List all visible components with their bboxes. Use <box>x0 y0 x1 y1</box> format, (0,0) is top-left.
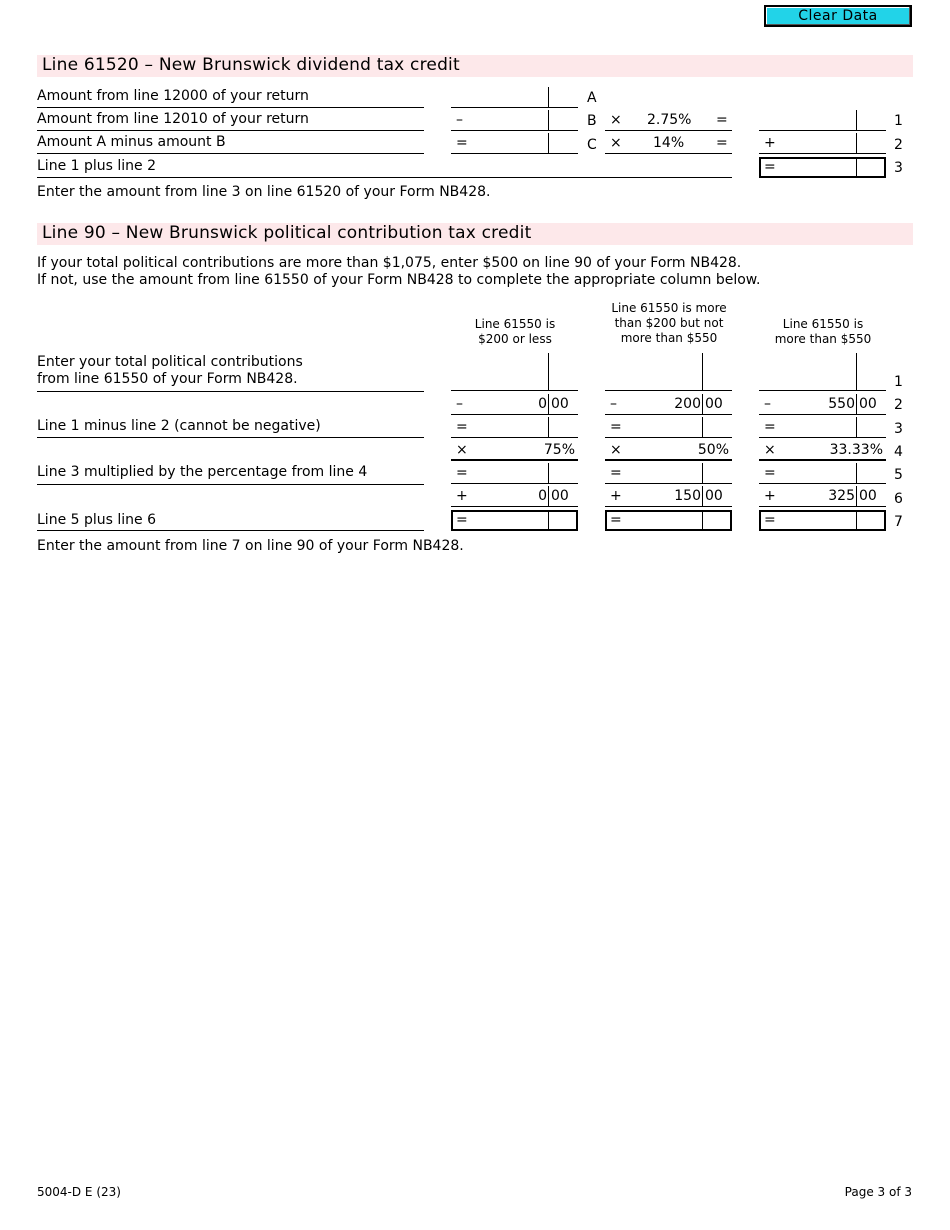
col3-line-5-dollars-input[interactable] <box>777 464 853 481</box>
letter-a: A <box>587 90 597 106</box>
col1-line-5-dollars-input[interactable] <box>469 464 545 481</box>
political-row-3-rule <box>37 437 424 438</box>
cents-divider <box>548 133 549 153</box>
col2-line-7-dollars-input[interactable] <box>625 513 701 530</box>
col3-line-7-total-field[interactable] <box>759 510 886 531</box>
cents-divider <box>856 512 857 529</box>
line-number: 4 <box>894 444 903 460</box>
cents-divider <box>702 463 703 483</box>
col3-line-5-field[interactable] <box>759 463 886 484</box>
equals-operator: = <box>610 419 622 435</box>
line-12010-amount-field[interactable] <box>451 110 578 131</box>
col3-line-4-rate <box>759 440 886 461</box>
col2-line-5-field[interactable] <box>605 463 732 484</box>
row-b-label: Amount from line 12010 of your return <box>37 111 309 127</box>
times-operator: × <box>764 442 776 458</box>
column-header-line: more than $550 <box>620 331 718 345</box>
cents-divider <box>856 133 857 153</box>
times-operator: × <box>456 442 468 458</box>
rate-c-value: 14% <box>653 135 685 151</box>
col1-line-5-field[interactable] <box>451 463 578 484</box>
col2-line-6-value: 150 <box>674 488 701 504</box>
equals-operator: = <box>456 465 468 481</box>
col3-line-2-field <box>759 394 886 415</box>
equals-operator: = <box>716 135 728 151</box>
col3-line-2-value: 550 <box>828 396 855 412</box>
political-row-1-rule <box>37 391 424 392</box>
letter-c: C <box>587 137 597 153</box>
dividend-line-1-dollars-input[interactable] <box>777 111 853 128</box>
col3-line-4-value: 33.33% <box>829 442 883 458</box>
col3-line-6-value: 325 <box>828 488 855 504</box>
political-row-7-label: Line 5 plus line 6 <box>37 512 156 528</box>
dividend-line-3-cents-input[interactable] <box>861 160 883 177</box>
col1-line-6-field <box>451 486 578 507</box>
cents-divider <box>702 486 703 506</box>
col1-line-7-total-field[interactable] <box>451 510 578 531</box>
rate-c-box <box>605 133 732 154</box>
times-operator: × <box>610 135 622 151</box>
minus-operator: – <box>456 112 463 128</box>
column-header-line: $200 or less <box>478 332 552 346</box>
cents-divider <box>856 110 857 130</box>
section-heading-political: Line 90 – New Brunswick political contribution tax credit <box>37 223 913 245</box>
col2-line-6-cents: 00 <box>705 488 723 504</box>
dividend-note: Enter the amount from line 3 on line 61520 of your Form NB428. <box>37 184 491 200</box>
cents-divider <box>548 394 549 414</box>
col1-line-2-field <box>451 394 578 415</box>
row-3-label: Line 1 plus line 2 <box>37 158 156 174</box>
clear-data-button[interactable]: Clear Data <box>764 5 912 27</box>
political-row-1-label-line-1: Enter your total political contributions <box>37 354 303 370</box>
rate-b-value: 2.75% <box>647 112 692 128</box>
times-operator: × <box>610 442 622 458</box>
cents-divider <box>856 417 857 437</box>
cents-divider <box>702 417 703 437</box>
col2-line-2-value: 200 <box>674 396 701 412</box>
dividend-line-1-cents-input[interactable] <box>859 111 881 128</box>
equals-operator: = <box>764 512 776 528</box>
line-number: 1 <box>894 113 903 129</box>
line-12000-amount-field[interactable] <box>451 87 578 108</box>
col3-line-1-dollars-input[interactable] <box>777 371 853 388</box>
col2-line-2-field <box>605 394 732 415</box>
political-row-5-label: Line 3 multiplied by the percentage from line 4 <box>37 464 368 480</box>
col1-line-6-cents: 00 <box>551 488 569 504</box>
col1-line-3-dollars-input[interactable] <box>469 418 545 435</box>
col3-line-3-dollars-input[interactable] <box>777 418 853 435</box>
col3-line-3-cents-input[interactable] <box>859 418 881 435</box>
dividend-line-2-dollars-input[interactable] <box>777 134 853 151</box>
dividend-line-3-total-field[interactable] <box>759 157 886 178</box>
line-number: 3 <box>894 160 903 176</box>
col2-line-2-cents: 00 <box>705 396 723 412</box>
col2-line-1-cents-input[interactable] <box>705 371 727 388</box>
amount-c-dollars-input[interactable] <box>469 134 545 151</box>
minus-operator: – <box>610 396 617 412</box>
political-row-3-label: Line 1 minus line 2 (cannot be negative) <box>37 418 321 434</box>
column-header-2 <box>605 301 733 346</box>
equals-operator: = <box>764 159 776 175</box>
row-a-label: Amount from line 12000 of your return <box>37 88 309 104</box>
political-intro-line-1: If your total political contributions are more than $1,075, enter $500 on line 90 of your Form NB428. <box>37 255 742 271</box>
cents-divider <box>856 463 857 483</box>
cents-divider <box>548 110 549 130</box>
amount-c-field[interactable] <box>451 133 578 154</box>
row-b-rule <box>37 130 424 131</box>
column-header-1 <box>451 317 579 347</box>
equals-operator: = <box>764 419 776 435</box>
minus-operator: – <box>764 396 771 412</box>
col2-line-4-rate <box>605 440 732 461</box>
col3-line-5-cents-input[interactable] <box>859 464 881 481</box>
minus-operator: – <box>456 396 463 412</box>
col1-line-3-cents-input[interactable] <box>551 418 573 435</box>
col2-line-3-field[interactable] <box>605 417 732 438</box>
col1-line-1-field[interactable] <box>451 353 578 391</box>
line-number: 3 <box>894 421 903 437</box>
col3-line-3-field[interactable] <box>759 417 886 438</box>
col1-line-7-dollars-input[interactable] <box>471 513 547 530</box>
cents-divider <box>548 512 549 529</box>
political-note: Enter the amount from line 7 on line 90 of your Form NB428. <box>37 538 464 554</box>
line-number: 1 <box>894 374 903 390</box>
col2-line-5-cents-input[interactable] <box>705 464 727 481</box>
cents-divider <box>548 87 549 107</box>
plus-operator: + <box>764 135 776 151</box>
page-number: Page 3 of 3 <box>844 1185 912 1199</box>
political-row-1-label-line-2: from line 61550 of your Form NB428. <box>37 371 298 387</box>
rate-b-box <box>605 110 732 131</box>
plus-operator: + <box>456 488 468 504</box>
times-operator: × <box>610 112 622 128</box>
cents-divider <box>548 486 549 506</box>
col1-line-1-cents-input[interactable] <box>551 371 573 388</box>
col1-line-4-value: 75% <box>543 442 575 458</box>
col3-line-7-cents-input[interactable] <box>861 513 883 530</box>
col2-line-1-dollars-input[interactable] <box>623 371 699 388</box>
cents-divider <box>856 394 857 414</box>
column-header-line: Line 61550 is <box>474 317 556 331</box>
line-number: 2 <box>894 137 903 153</box>
col2-line-6-field <box>605 486 732 507</box>
cents-divider <box>702 512 703 529</box>
cents-divider <box>548 417 549 437</box>
line-number: 2 <box>894 397 903 413</box>
col1-line-5-cents-input[interactable] <box>551 464 573 481</box>
equals-operator: = <box>764 465 776 481</box>
form-code: 5004-D E (23) <box>37 1185 121 1199</box>
dividend-line-1-field[interactable] <box>759 110 886 131</box>
col3-line-1-field[interactable] <box>759 353 886 391</box>
amount-c-cents-input[interactable] <box>551 134 573 151</box>
column-header-line: than $200 but not <box>614 316 724 330</box>
plus-operator: + <box>610 488 622 504</box>
col3-line-6-cents: 00 <box>859 488 877 504</box>
dividend-line-2-cents-input[interactable] <box>859 134 881 151</box>
column-header-3 <box>759 317 887 347</box>
political-intro-line-2: If not, use the amount from line 61550 of your Form NB428 to complete the appropriate column below. <box>37 272 761 288</box>
dividend-line-3-dollars-input[interactable] <box>779 160 855 177</box>
col1-line-2-value: 0 <box>538 396 547 412</box>
col3-line-2-cents: 00 <box>859 396 877 412</box>
col1-line-7-cents-input[interactable] <box>553 513 575 530</box>
column-header-line: Line 61550 is <box>782 317 864 331</box>
line-number: 6 <box>894 491 903 507</box>
equals-operator: = <box>610 465 622 481</box>
equals-operator: = <box>610 512 622 528</box>
equals-operator: = <box>456 135 468 151</box>
col1-line-3-field[interactable] <box>451 417 578 438</box>
col1-line-6-value: 0 <box>538 488 547 504</box>
col2-line-3-cents-input[interactable] <box>705 418 727 435</box>
col2-line-5-dollars-input[interactable] <box>623 464 699 481</box>
col2-line-3-dollars-input[interactable] <box>623 418 699 435</box>
line-12010-cents-input[interactable] <box>551 111 573 128</box>
cents-divider <box>548 353 549 390</box>
col1-line-1-dollars-input[interactable] <box>469 371 545 388</box>
col3-line-6-field <box>759 486 886 507</box>
column-header-line: more than $550 <box>774 332 872 346</box>
equals-operator: = <box>456 512 468 528</box>
cents-divider <box>856 159 857 176</box>
col1-line-2-cents: 00 <box>551 396 569 412</box>
section-heading-dividend: Line 61520 – New Brunswick dividend tax credit <box>37 55 913 77</box>
cents-divider <box>856 353 857 390</box>
political-row-7-rule <box>37 530 424 531</box>
line-number: 5 <box>894 467 903 483</box>
line-12000-cents-input[interactable] <box>551 88 573 105</box>
col2-line-4-value: 50% <box>697 442 729 458</box>
row-a-rule <box>37 107 424 108</box>
dividend-line-2-field[interactable] <box>759 133 886 154</box>
plus-operator: + <box>764 488 776 504</box>
col2-line-1-field[interactable] <box>605 353 732 391</box>
row-c-rule <box>37 153 424 154</box>
line-number: 7 <box>894 514 903 530</box>
cents-divider <box>702 353 703 390</box>
equals-operator: = <box>716 112 728 128</box>
line-12010-dollars-input[interactable] <box>469 111 545 128</box>
row-c-label: Amount A minus amount B <box>37 134 226 150</box>
col3-line-1-cents-input[interactable] <box>859 371 881 388</box>
col3-line-7-dollars-input[interactable] <box>779 513 855 530</box>
equals-operator: = <box>456 419 468 435</box>
letter-b: B <box>587 113 597 129</box>
cents-divider <box>548 463 549 483</box>
political-row-5-rule <box>37 484 424 485</box>
cents-divider <box>856 486 857 506</box>
col1-line-4-rate <box>451 440 578 461</box>
line-12000-dollars-input[interactable] <box>469 88 545 105</box>
col2-line-7-cents-input[interactable] <box>707 513 729 530</box>
column-header-line: Line 61550 is more <box>611 301 727 315</box>
col2-line-7-total-field[interactable] <box>605 510 732 531</box>
row-3-rule <box>37 177 732 178</box>
cents-divider <box>702 394 703 414</box>
